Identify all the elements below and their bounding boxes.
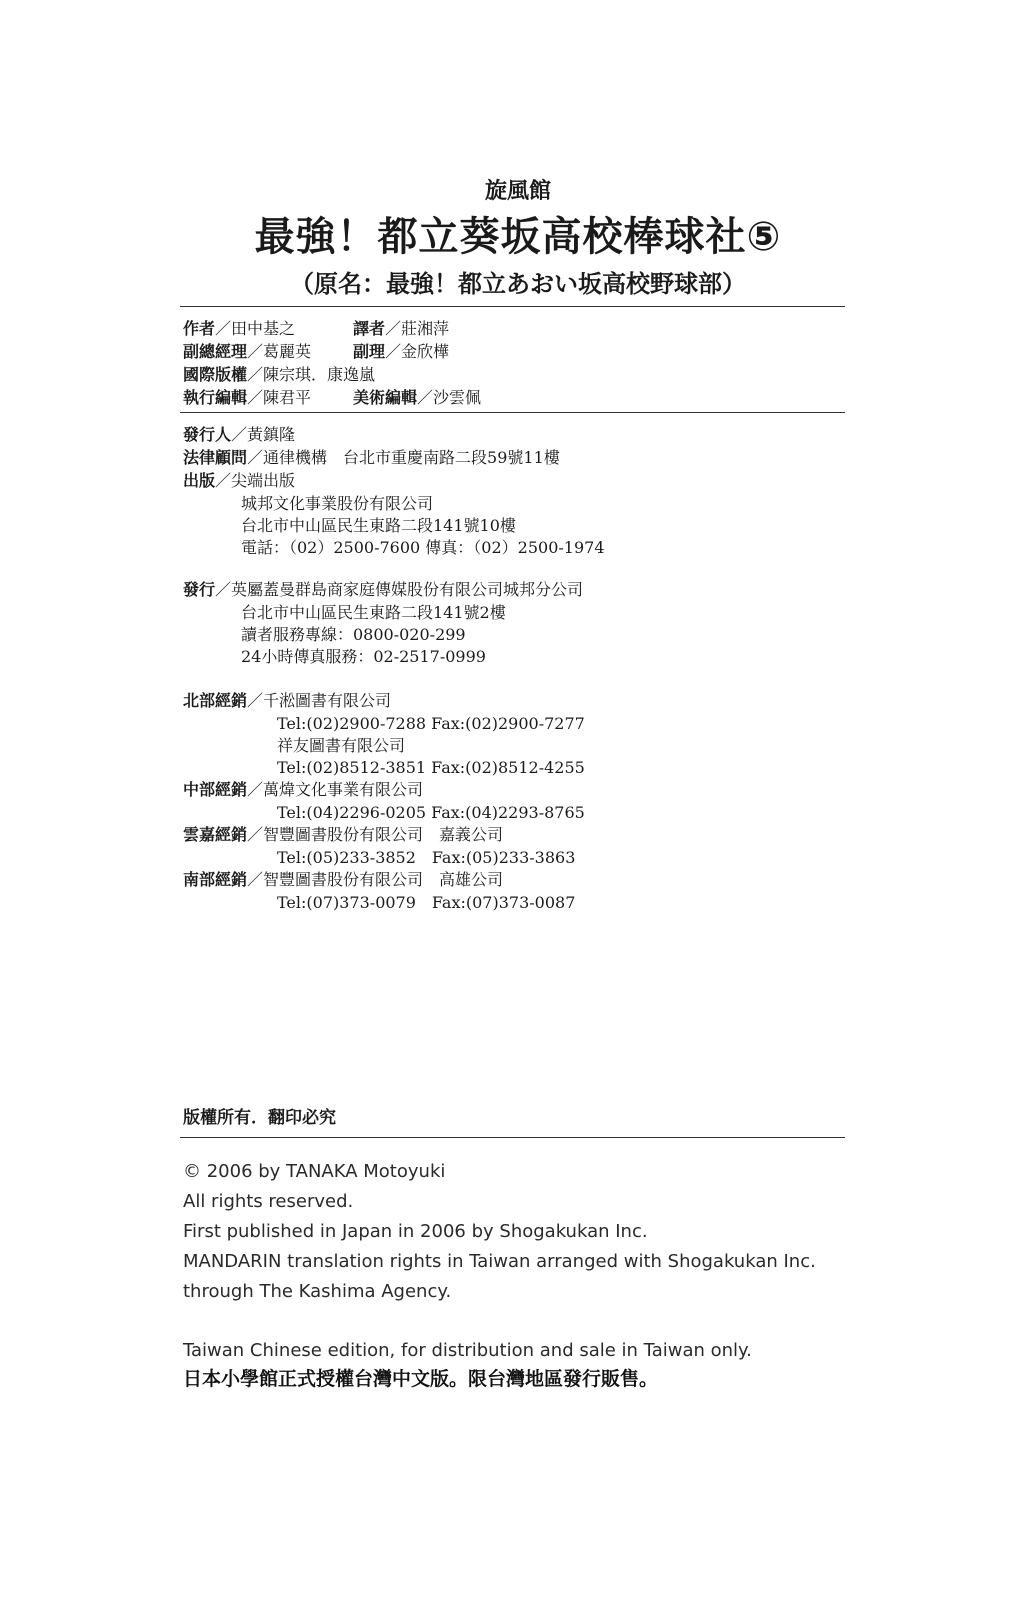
divider-top bbox=[180, 306, 845, 307]
credit-row: 國際版權／陳宗琪．康逸嵐 bbox=[183, 365, 376, 384]
divider-bottom bbox=[180, 1137, 845, 1138]
original-title: （原名：最強！都立あおい坂高校野球部） bbox=[290, 270, 746, 298]
copyright-line: © 2006 by TANAKA Motoyuki bbox=[183, 1161, 446, 1182]
copyright-block bbox=[183, 1157, 816, 1307]
edition-note: Taiwan Chinese edition, for distribution and sale in Taiwan only. bbox=[183, 1340, 752, 1361]
publisher-block: 發行人／黃鎮隆 法律顧問／通律機構 台北市重慶南路二段59號11樓 出版／尖端出版 城邦文化事業股份有限公司 台北市中山區民生東路二段141號10樓 電話：（02）2500-7600 傳真：（02）2500-1974 bbox=[183, 425, 605, 557]
copyright-line: First published in Japan in 2006 by Shogakukan Inc. bbox=[183, 1221, 648, 1242]
credit-row: 作者／田中基之 譯者／莊湘萍 bbox=[183, 319, 450, 338]
divider-mid bbox=[180, 412, 845, 413]
book-title: 最強！都立葵坂高校棒球社⑤ bbox=[254, 214, 782, 260]
edition-block bbox=[183, 1337, 752, 1393]
credits-block bbox=[183, 318, 481, 410]
copyright-line: through The Kashima Agency. bbox=[183, 1281, 452, 1302]
publisher-series: 旋風館 bbox=[484, 179, 551, 204]
copyright-line: MANDARIN translation rights in Taiwan arranged with Shogakukan Inc. bbox=[183, 1251, 816, 1272]
edition-note-zh: 日本小學館正式授權台灣中文版。限台灣地區發行販售。 bbox=[183, 1368, 659, 1390]
credit-row: 執行編輯／陳君平 美術編輯／沙雲佩 bbox=[183, 388, 482, 407]
copyright-line: All rights reserved. bbox=[183, 1191, 354, 1212]
dealers-block: 北部經銷／千淞圖書有限公司 Tel:(02)2900-7288 Fax:(02)2900-7277 祥友圖書有限公司 Tel:(02)8512-3851 Fax:(02)8512-4255 中部經銷／萬煒文化事業有限公司 Tel:(04)2296-0205 Fax:(04)2293-8765 雲嘉經銷／智豐圖書股份有限公司 嘉義公司 Tel:(05)233-3852 Fax:(05)233-3863 南部經銷／智豐圖書股份有限公司 高雄公司 Tel:(07)373-0079 Fax:(07)373-0087 bbox=[183, 691, 585, 912]
credit-row: 副總經理／葛麗英 副理／金欣樺 bbox=[183, 342, 450, 361]
distribution-block: 發行／英屬蓋曼群島商家庭傳媒股份有限公司城邦分公司 台北市中山區民生東路二段141號2樓 讀者服務專線：0800-020-299 24小時傳真服務：02-2517-0999 bbox=[183, 580, 584, 666]
rights-notice: 版權所有．翻印必究 bbox=[183, 1108, 336, 1128]
